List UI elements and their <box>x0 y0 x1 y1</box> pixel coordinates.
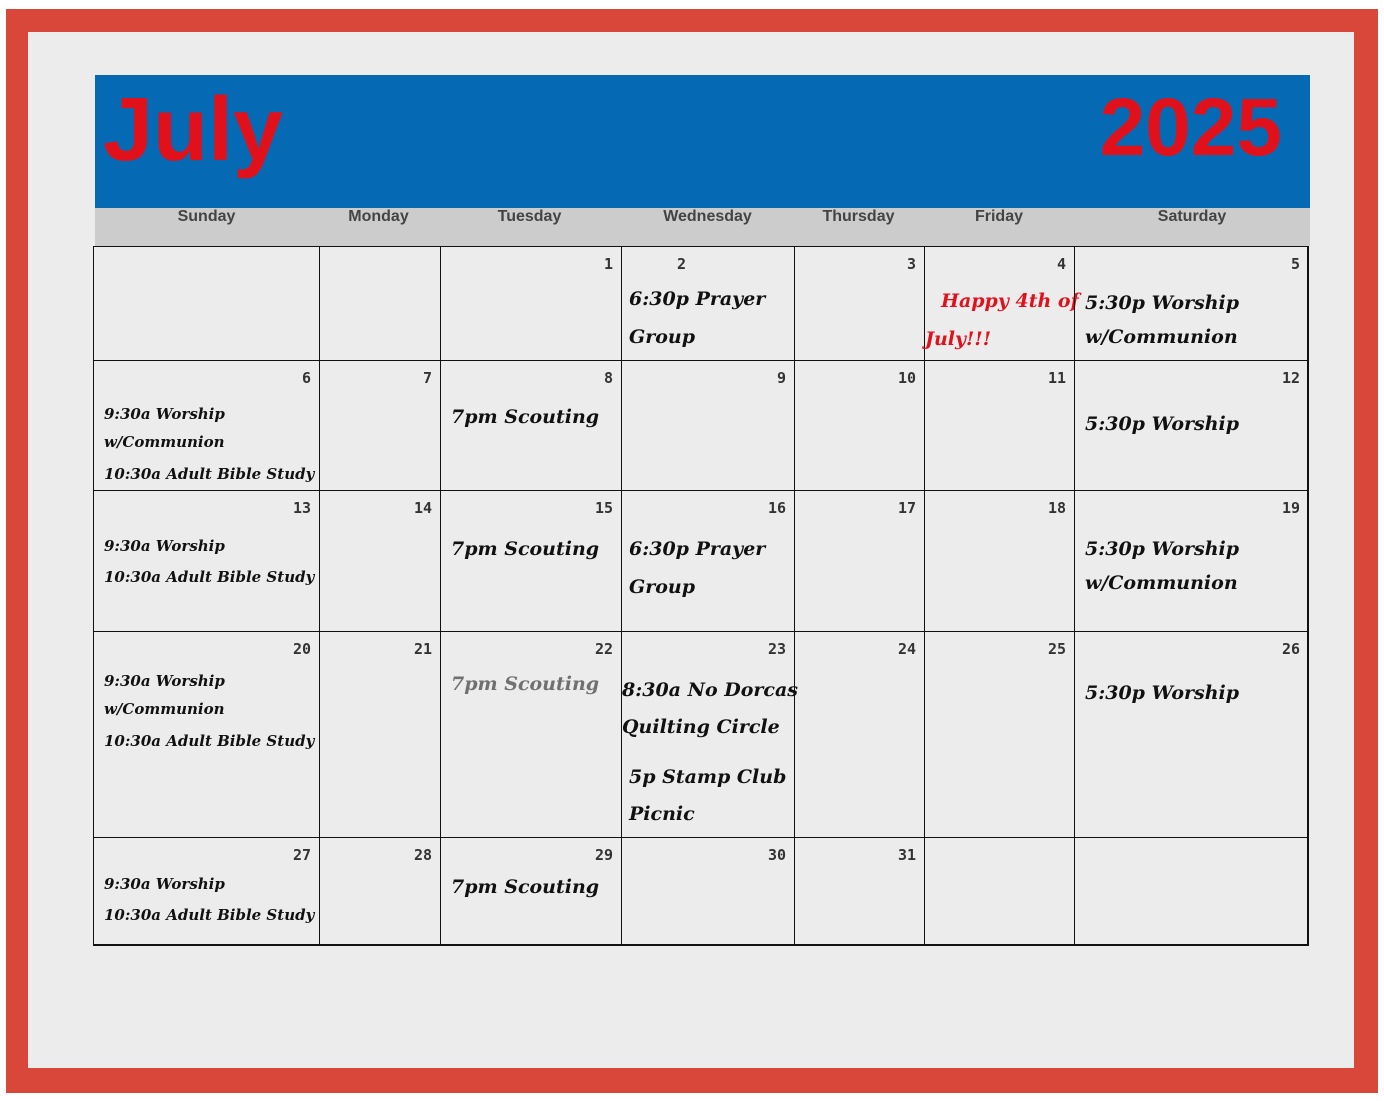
day-number: 10 <box>897 369 916 387</box>
day-cell[interactable] <box>924 631 1074 837</box>
day-number: 4 <box>1056 255 1066 273</box>
day-cell[interactable] <box>1074 490 1308 631</box>
day-cell[interactable] <box>794 360 924 490</box>
day-number: 28 <box>413 846 432 864</box>
day-cell-empty <box>924 837 1074 945</box>
day-number: 3 <box>906 255 916 273</box>
day-cell[interactable] <box>924 246 1079 360</box>
weekday-wednesday: Wednesday <box>663 208 752 225</box>
event-text: 6:30p Prayer <box>629 538 766 560</box>
event-text: Quilting Circle <box>622 716 780 738</box>
event-text: 7pm Scouting <box>451 673 600 695</box>
day-cell[interactable] <box>440 246 621 360</box>
day-cell[interactable] <box>440 631 621 837</box>
day-number: 15 <box>594 499 613 517</box>
event-text: 7pm Scouting <box>451 538 600 560</box>
event-text: 5p Stamp Club <box>629 766 787 788</box>
day-cell[interactable] <box>319 490 440 631</box>
day-cell[interactable] <box>621 360 794 490</box>
day-cell[interactable] <box>93 490 319 631</box>
day-cell[interactable] <box>93 360 319 490</box>
day-cell[interactable] <box>440 490 621 631</box>
event-text: 5:30p Worship <box>1085 682 1240 704</box>
day-number: 1 <box>603 255 613 273</box>
day-cell-empty <box>1074 837 1308 945</box>
event-text: w/Communion <box>1085 572 1238 594</box>
day-number: 14 <box>413 499 432 517</box>
weekday-saturday: Saturday <box>1157 208 1227 225</box>
day-number: 11 <box>1047 369 1066 387</box>
day-cell[interactable] <box>621 631 798 837</box>
day-cell[interactable] <box>1074 360 1308 490</box>
day-number: 5 <box>1290 255 1300 273</box>
day-number: 13 <box>292 499 311 517</box>
day-number: 22 <box>594 640 613 658</box>
event-text: 7pm Scouting <box>451 406 600 428</box>
day-cell[interactable] <box>319 837 440 945</box>
day-number: 12 <box>1281 369 1300 387</box>
event-text: 8:30a No Dorcas <box>622 679 798 701</box>
event-text: Group <box>629 576 696 598</box>
event-text: 10:30a Adult Bible Study <box>104 906 315 924</box>
day-cell[interactable] <box>1074 246 1308 360</box>
event-text: 5:30p Worship <box>1085 538 1240 560</box>
day-cell[interactable] <box>319 360 440 490</box>
day-cell[interactable] <box>924 490 1074 631</box>
weekday-thursday: Thursday <box>822 208 895 225</box>
weekday-tuesday: Tuesday <box>497 208 562 225</box>
event-text: w/Communion <box>1085 326 1238 348</box>
event-text: w/Communion <box>104 433 225 451</box>
day-cell[interactable] <box>794 490 924 631</box>
day-cell[interactable] <box>621 246 794 360</box>
day-cell[interactable] <box>319 631 440 837</box>
day-cell[interactable] <box>1074 631 1308 837</box>
day-cell[interactable] <box>794 837 924 945</box>
day-cell[interactable] <box>924 360 1074 490</box>
day-cell[interactable] <box>440 360 621 490</box>
event-text: 9:30a Worship <box>104 672 225 690</box>
event-text: Picnic <box>629 803 695 825</box>
day-number: 23 <box>767 640 786 658</box>
event-text: 9:30a Worship <box>104 405 225 423</box>
event-text: 10:30a Adult Bible Study <box>104 568 315 586</box>
day-number: 7 <box>422 369 432 387</box>
event-text: 5:30p Worship <box>1085 413 1240 435</box>
event-text: 10:30a Adult Bible Study <box>104 465 315 483</box>
day-cell[interactable] <box>621 837 794 945</box>
day-number: 30 <box>767 846 786 864</box>
day-cell[interactable] <box>794 631 924 837</box>
day-number: 29 <box>594 846 613 864</box>
day-number: 21 <box>413 640 432 658</box>
event-text: 9:30a Worship <box>104 537 225 555</box>
day-number: 6 <box>301 369 311 387</box>
event-text: July!!! <box>925 328 992 350</box>
event-text: 10:30a Adult Bible Study <box>104 732 315 750</box>
grid-right-border <box>1307 246 1309 946</box>
day-number: 9 <box>776 369 786 387</box>
day-number: 31 <box>897 846 916 864</box>
event-text: Group <box>629 326 696 348</box>
event-text: w/Communion <box>104 700 225 718</box>
event-text: 5:30p Worship <box>1085 292 1240 314</box>
day-cell[interactable] <box>440 837 621 945</box>
day-number: 8 <box>603 369 613 387</box>
day-number: 26 <box>1281 640 1300 658</box>
day-number: 19 <box>1281 499 1300 517</box>
day-number: 18 <box>1047 499 1066 517</box>
day-number: 20 <box>292 640 311 658</box>
event-text: 7pm Scouting <box>451 876 600 898</box>
event-text: 6:30p Prayer <box>629 288 766 310</box>
day-number: 16 <box>767 499 786 517</box>
day-number: 25 <box>1047 640 1066 658</box>
day-cell[interactable] <box>621 490 794 631</box>
event-text: 9:30a Worship <box>104 875 225 893</box>
event-text: Happy 4th of <box>941 290 1079 312</box>
month-title: July <box>103 80 284 180</box>
weekday-friday: Friday <box>974 208 1023 225</box>
day-cell[interactable] <box>93 837 319 945</box>
year-title: 2025 <box>1099 82 1282 173</box>
day-cell[interactable] <box>794 246 924 360</box>
day-number: 2 <box>677 255 687 273</box>
day-number: 17 <box>897 499 916 517</box>
weekday-sunday: Sunday <box>177 208 236 225</box>
day-cell-empty <box>93 246 319 360</box>
day-cell[interactable] <box>93 631 319 837</box>
grid-bottom-border <box>93 944 1308 946</box>
day-number: 24 <box>897 640 916 658</box>
day-number: 27 <box>292 846 311 864</box>
weekday-monday: Monday <box>348 208 409 225</box>
day-cell-empty <box>319 246 440 360</box>
